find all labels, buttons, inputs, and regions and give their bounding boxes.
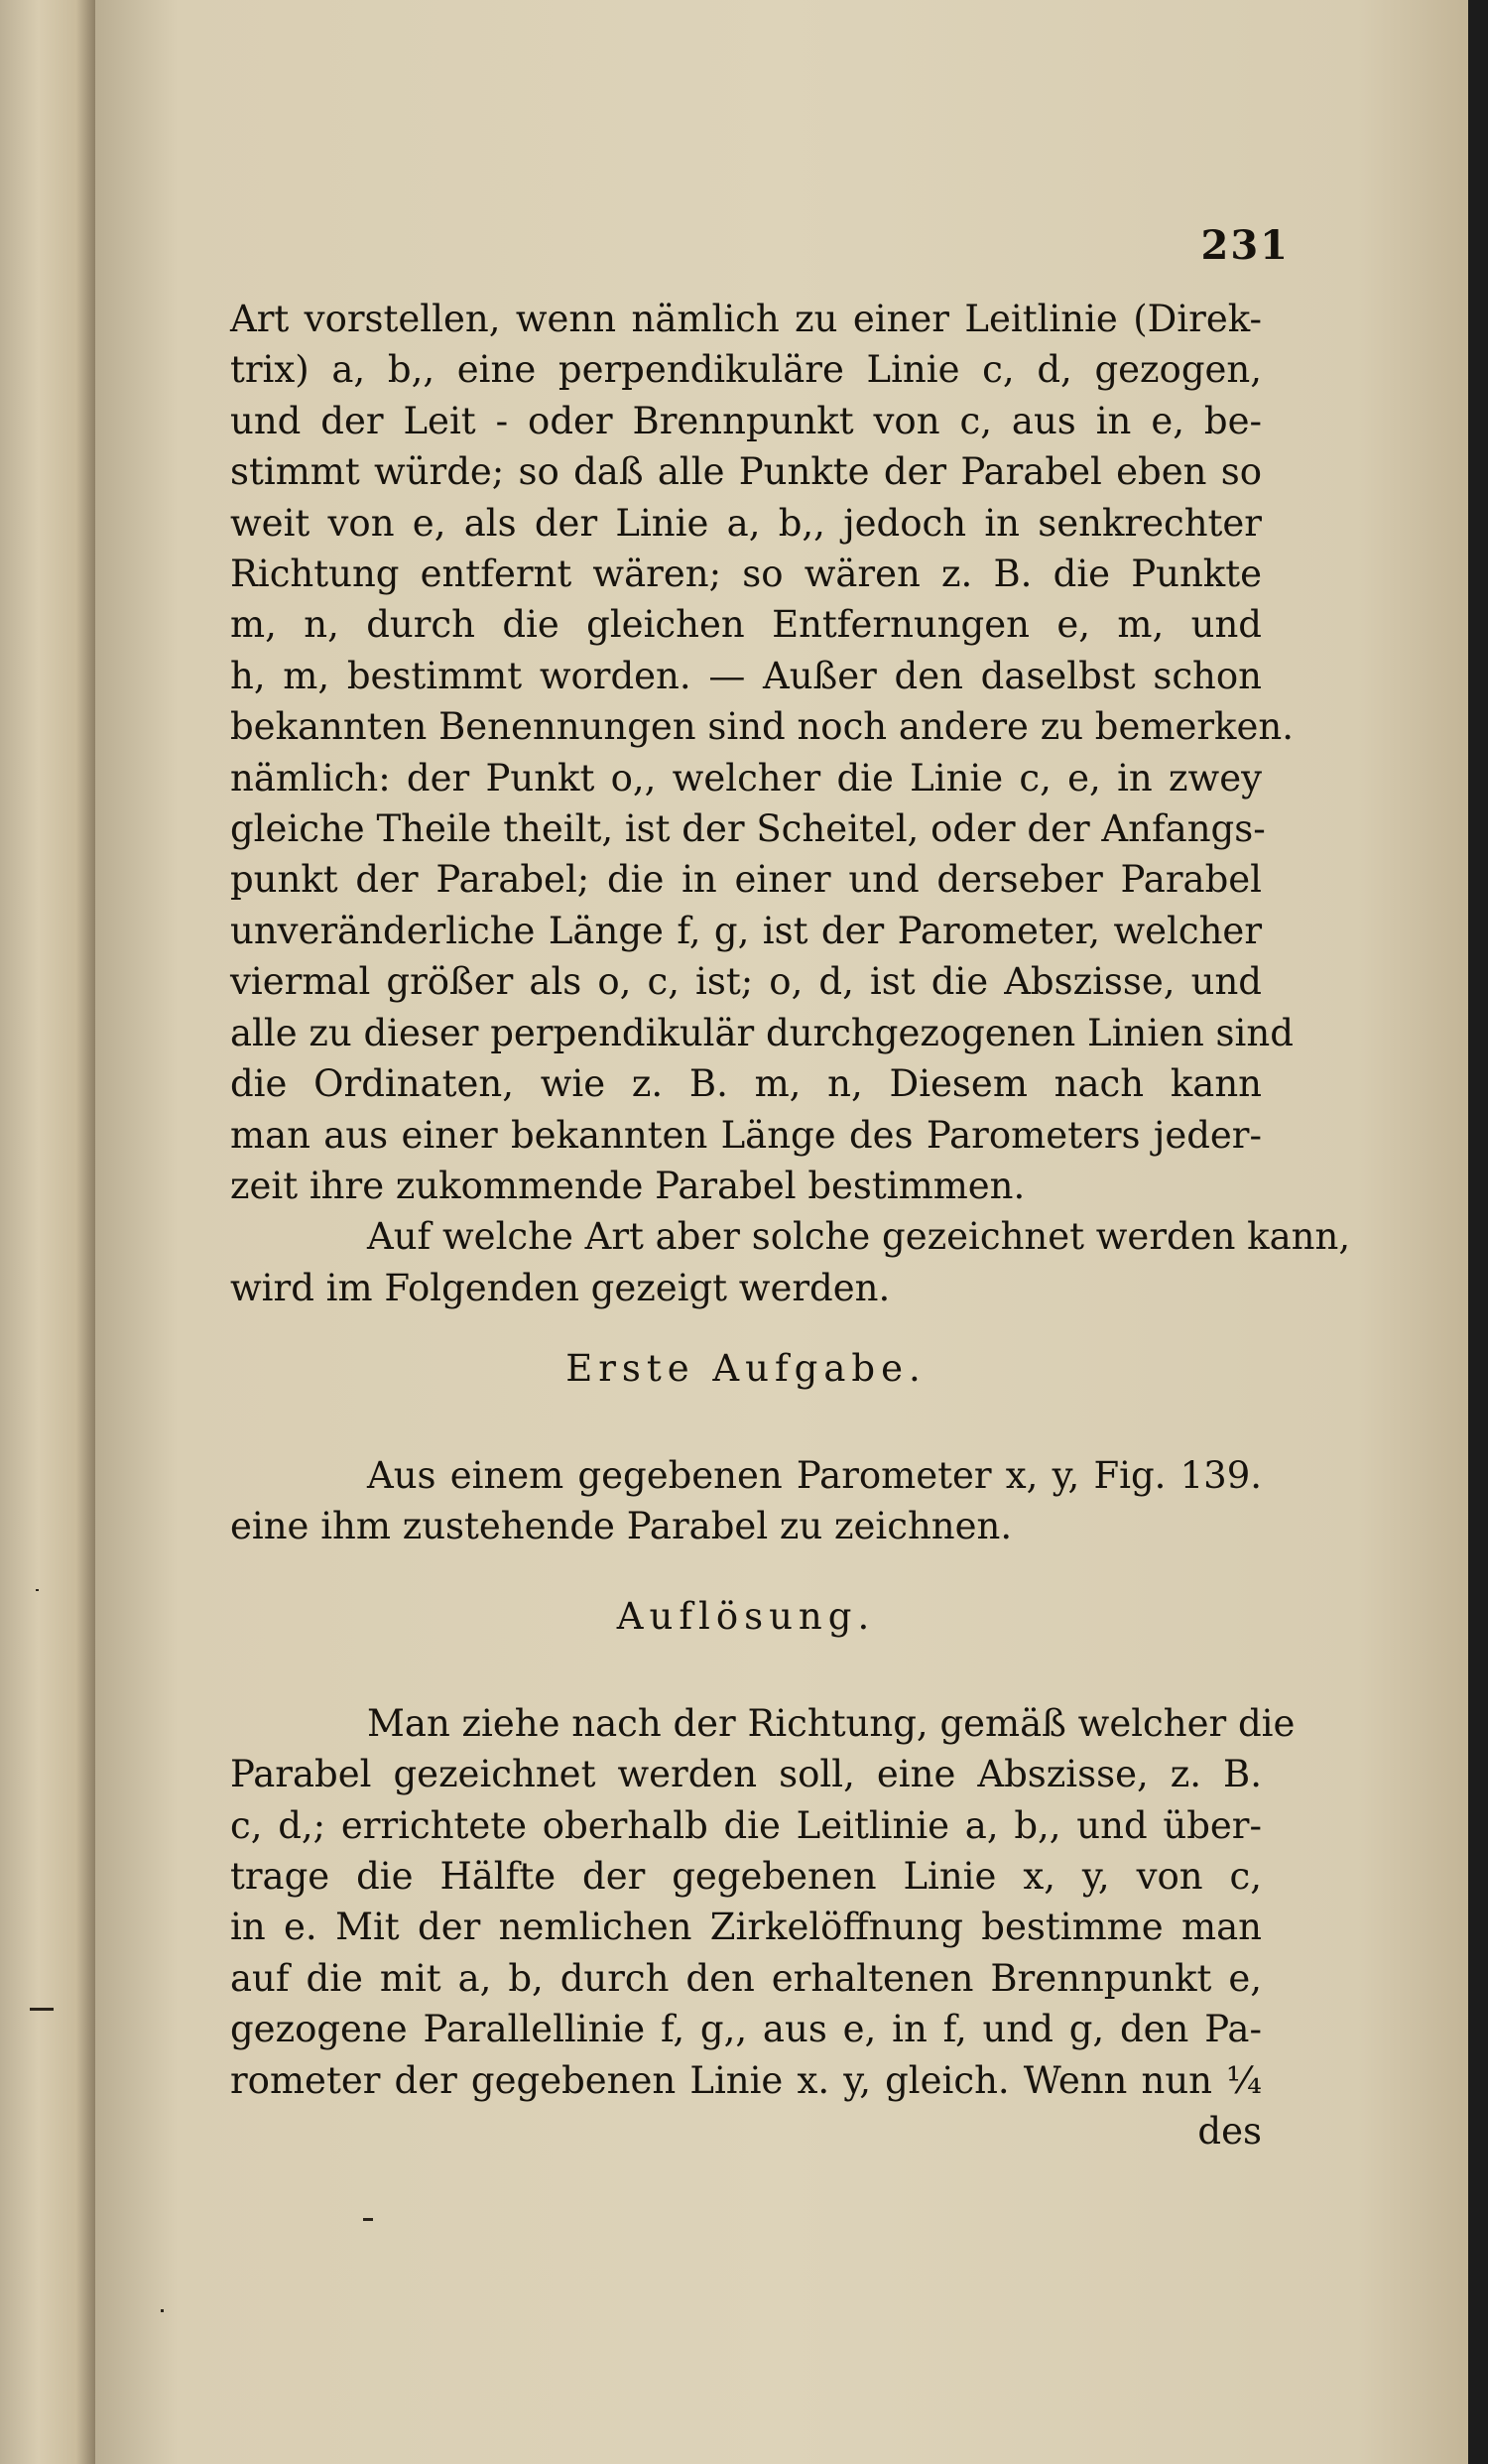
page-number: 231 [1200,222,1290,269]
text-line: Man ziehe nach der Richtung, gemäß welcher die [367,1701,1296,1745]
text-line: zeit ihre zukommende Parabel bestimmen. [230,1164,1026,1207]
text-line: trix) a, b,, eine perpendikuläre Linie c, d, gezogen, [230,348,1262,392]
text-line: man aus einer bekannten Länge des Parometers jeder- [230,1113,1262,1157]
text-line: m, n, durch die gleichen Entfernungen e, m, und [230,603,1262,647]
text-line: trage die Hälfte der gegebenen Linie x, y, von c, [230,1854,1262,1898]
solution-paragraph [230,1698,1296,2106]
left-page-edge [0,0,95,2464]
text-line: auf die mit a, b, durch den erhaltenen Brennpunkt e, [230,1956,1262,2000]
text-line: viermal größer als o, c, ist; o, d, ist die Abszisse, und [230,960,1262,1004]
text-line: Auf welche Art aber solche gezeichnet werden kann, [367,1215,1351,1259]
text-line: bekannten Benennungen sind noch andere zu bemerken. [230,705,1294,749]
page-text [230,294,1351,2156]
solution-heading: Auflösung. [616,1595,876,1639]
text-line: und der Leit - oder Brennpunkt von c, aus in e, be- [230,399,1262,442]
text-line: Richtung entfernt wären; so wären z. B. die Punkte [230,553,1262,596]
text-line: gleiche Theile theilt, ist der Scheitel, oder der Anfangs- [230,807,1266,851]
text-line: weit von e, als der Linie a, b,, jedoch in senkrechter [230,501,1262,545]
text-line: rometer der gegebenen Linie x. y, gleich. Wenn nun ¼ [230,2058,1262,2102]
text-line: eine ihm zustehende Parabel zu zeichnen. [230,1504,1013,1547]
text-line: h, m, bestimmt worden. — Außer den daselbst schon [230,654,1262,697]
section-heading: Erste Aufgabe. [565,1347,927,1391]
text-line: c, d,; errichtete oberhalb die Leitlinie a, b,, und über- [230,1803,1262,1847]
catchword: des [1197,2110,1262,2153]
text-line: in e. Mit der nemlichen Zirkelöffnung bestimme man [230,1906,1262,1949]
text-line: wird im Folgenden gezeigt werden. [230,1266,891,1309]
text-line: stimmt würde; so daß alle Punkte der Parabel eben so [230,450,1262,494]
text-line: Parabel gezeichnet werden soll, eine Abszisse, z. B. [230,1753,1262,1796]
text-line: Art vorstellen, wenn nämlich zu einer Leitlinie (Direk- [230,298,1262,340]
ink-speck [363,2218,373,2221]
text-line: Aus einem gegebenen Parometer x, y, Fig. 139. [367,1453,1262,1497]
text-line: gezogene Parallellinie f, g,, aus e, in f, und g, den Pa- [230,2008,1262,2051]
paragraph-definitions [230,294,1294,1211]
book-page [95,0,1468,2464]
ink-speck [36,1589,39,1591]
task-statement [230,1450,1262,1552]
text-line: alle zu dieser perpendikulär durchgezogenen Linien sind [230,1011,1294,1054]
ink-speck [30,2008,54,2011]
text-line: nämlich: der Punkt o,, welcher die Linie c, e, in zwey [230,756,1262,800]
text-line: unveränderliche Länge f, g, ist der Parometer, welcher [230,909,1262,952]
paragraph-transition [230,1211,1351,1313]
ink-speck [161,2309,164,2312]
text-line: die Ordinaten, wie z. B. m, n, Diesem nach kann [230,1062,1262,1106]
text-line: punkt der Parabel; die in einer und derseber Parabel [230,858,1262,902]
